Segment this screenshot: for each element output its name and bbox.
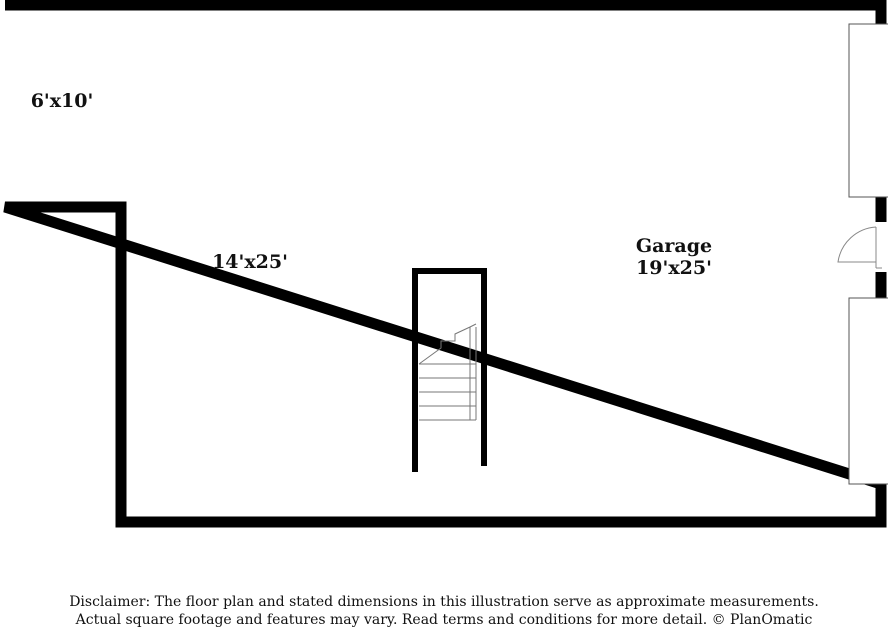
garage-door-panel-bottom (849, 298, 888, 484)
garage-door-panel-top (849, 24, 888, 197)
disclaimer-line-2: Actual square footage and features may vary. Read terms and conditions for more detail. © PlanOmatic (75, 612, 813, 628)
exterior-wall (5, 5, 881, 522)
room-small-dimensions: 6'x10' (30, 90, 94, 112)
room-main-dimensions: 14'x25' (212, 251, 288, 273)
disclaimer-line-1: Disclaimer: The floor plan and stated dimensions in this illustration serve as approximate measurements. (69, 594, 819, 610)
stairwell (415, 271, 484, 472)
garage-dimensions: 19'x25' (636, 257, 712, 279)
entry-door (838, 227, 882, 268)
garage-label: Garage (635, 235, 713, 257)
